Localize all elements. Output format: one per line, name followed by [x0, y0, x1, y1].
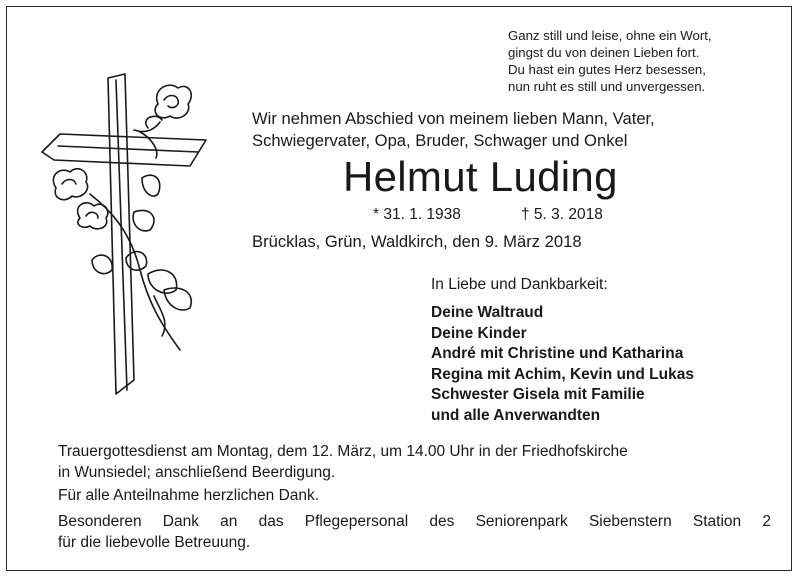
signer: Deine Kinder: [431, 324, 527, 342]
intro-line: Wir nehmen Abschied von meinem lieben Mann, Vater,: [252, 109, 655, 128]
special-word: Dank: [162, 513, 199, 530]
special-word: Seniorenpark: [475, 513, 568, 530]
signer: Schwester Gisela mit Familie: [431, 386, 645, 403]
birth-date: * 31. 1. 1938: [373, 206, 461, 223]
service-line: in Wunsiedel; anschließend Beerdigung.: [58, 463, 336, 481]
special-word: 2: [762, 513, 771, 530]
signer: Deine Waltraud: [431, 304, 544, 321]
special-word: des: [429, 513, 455, 530]
signer: André mit Christine und Katharina: [431, 345, 684, 362]
intro-text: [252, 108, 712, 152]
special-word: Pflegepersonal: [304, 513, 409, 530]
poem-line: Du hast ein gutes Herz besessen,: [508, 62, 706, 77]
service-info: [58, 442, 793, 483]
death-date: † 5. 3. 2018: [521, 206, 603, 223]
special-line: [58, 512, 771, 533]
poem-line: gingst du von deinen Lieben fort.: [508, 45, 700, 60]
signers-list: [431, 303, 694, 426]
poem: [508, 27, 778, 95]
poem-line: nun ruht es still und unvergessen.: [508, 79, 706, 94]
service-line: Trauergottesdienst am Montag, dem 12. März, um 14.00 Uhr in der Friedhofskirche: [58, 443, 628, 460]
special-word: an: [220, 513, 238, 530]
intro-line: Schwiegervater, Opa, Bruder, Schwager und Onkel: [252, 131, 628, 150]
special-word: das: [258, 513, 284, 530]
signer: Regina mit Achim, Kevin und Lukas: [431, 365, 694, 383]
deceased-name: Helmut Luding: [343, 153, 618, 200]
special-line: für die liebevolle Betreuung.: [58, 533, 251, 551]
special-word: Besonderen: [58, 513, 142, 530]
special-word: Station: [692, 513, 742, 530]
place-date: Brücklas, Grün, Waldkirch, den 9. März 2018: [252, 232, 582, 251]
love-line: In Liebe und Dankbarkeit:: [431, 276, 608, 293]
special-word: Siebenstern: [588, 513, 672, 530]
cross-with-roses-icon: [30, 60, 220, 400]
thanks-line: Für alle Anteilnahme herzlichen Dank.: [58, 487, 320, 504]
signer: und alle Anverwandten: [431, 406, 601, 424]
poem-line: Ganz still und leise, ohne ein Wort,: [508, 28, 712, 43]
special-thanks: [58, 512, 771, 553]
